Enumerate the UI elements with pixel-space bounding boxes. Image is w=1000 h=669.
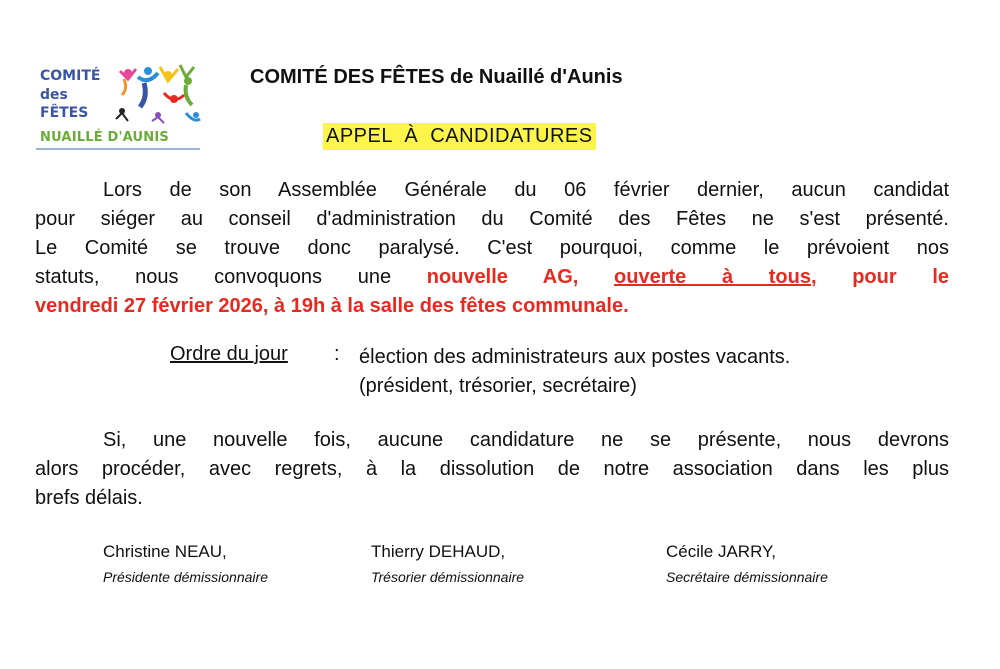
signature-president	[103, 540, 268, 585]
highlight-new-ag: nouvelle AG,	[426, 266, 615, 288]
signature-role: Secrétaire démissionnaire	[666, 569, 828, 585]
page-subtitle: APPEL À CANDIDATURES	[323, 123, 596, 150]
agenda-label: Ordre du jour	[170, 343, 288, 365]
logo-text-town: NUAILLÉ D'AUNIS	[40, 130, 169, 145]
agenda-colon: :	[334, 343, 340, 365]
logo-underline	[36, 148, 200, 150]
logo-text-comite: COMITÉ	[40, 68, 101, 84]
paragraph-line: Lors de son Assemblée Générale du 06 février dernier, aucun candidat	[103, 179, 949, 201]
logo-figures-icon	[114, 63, 202, 129]
paragraph-line: alors procéder, avec regrets, à la dissolution de notre association dans les plus	[35, 458, 949, 480]
signature-role: Trésorier démissionnaire	[371, 569, 525, 585]
signature-secretary	[666, 540, 828, 585]
agenda-line: élection des administrateurs aux postes vacants.	[359, 346, 791, 368]
signature-name: Cécile JARRY,	[666, 542, 776, 561]
signature-name: Christine NEAU,	[103, 542, 227, 561]
signature-role: Présidente démissionnaire	[103, 569, 268, 585]
signature-name: Thierry DEHAUD,	[371, 542, 506, 561]
highlight-open-to-all: ouverte à tous	[614, 266, 811, 288]
highlight-for-the: , pour le	[810, 266, 949, 288]
highlight-meeting-date: vendredi 27 février 2026, à 19h à la salle des fêtes communale.	[35, 295, 629, 317]
paragraph-announcement	[35, 176, 949, 321]
paragraph-line: pour siéger au conseil d'administration du Comité des Fêtes ne s'est présenté.	[35, 208, 949, 230]
signature-treasurer	[371, 540, 524, 585]
agenda-items	[359, 343, 790, 401]
paragraph-line: Si, une nouvelle fois, aucune candidature ne se présente, nous devrons	[103, 429, 949, 451]
logo	[36, 63, 202, 153]
logo-text-fetes: FÊTES	[40, 105, 89, 121]
paragraph-line: Le Comité se trouve donc paralysé. C'est pourquoi, comme le prévoient nos	[35, 237, 949, 259]
page-title: COMITÉ DES FÊTES de Nuaillé d'Aunis	[250, 66, 623, 88]
paragraph-dissolution	[35, 426, 949, 513]
logo-text-des: des	[40, 87, 68, 103]
agenda-line: (président, trésorier, secrétaire)	[359, 375, 637, 397]
paragraph-line: brefs délais.	[35, 487, 143, 509]
paragraph-line: statuts, nous convoquons une nouvelle AG, ouverte à tous, pour le	[35, 266, 949, 288]
